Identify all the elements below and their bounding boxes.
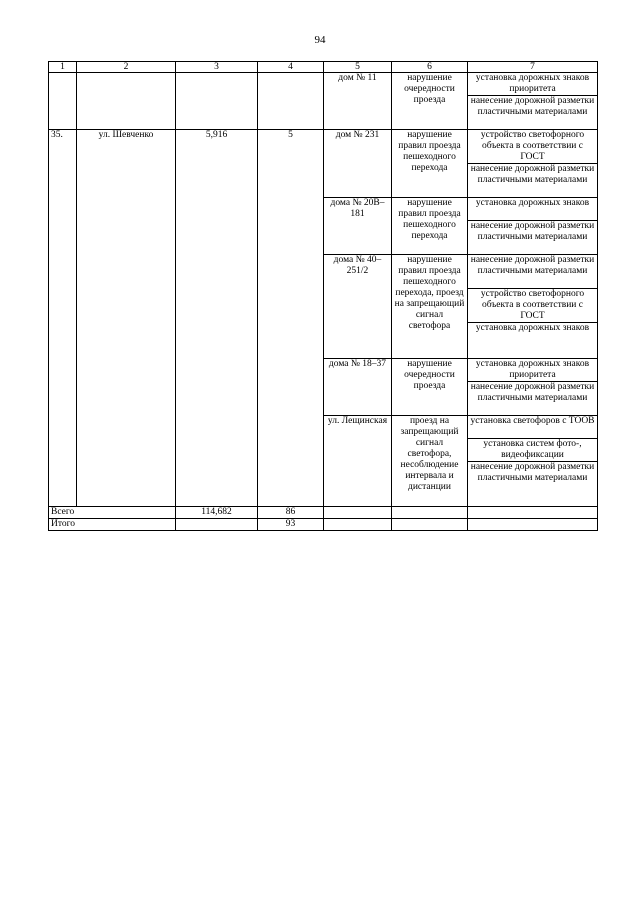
measure-cell: нанесение дорожной разметки пластичными материалами <box>468 221 598 255</box>
measure-cell: нанесение дорожной разметки пластичными материалами <box>468 96 598 130</box>
measure-cell: установка светофоров с ТООВ <box>468 416 598 439</box>
address-cell: дом № 231 <box>324 130 392 198</box>
measure-cell: устройство светофорного объекта в соответствии с ГОСТ <box>468 289 598 323</box>
road-sections-table <box>48 61 598 531</box>
violation-cell: нарушение правил проезда пешеходного перехода <box>392 198 468 255</box>
col-header: 1 <box>49 62 77 73</box>
measure-cell: устройство светофорного объекта в соответствии с ГОСТ <box>468 130 598 164</box>
measure-cell: установка дорожных знаков приоритета <box>468 73 598 96</box>
col-header: 7 <box>468 62 598 73</box>
grand-total-row <box>49 519 598 531</box>
table-row <box>49 130 598 164</box>
length-value: 5,916 <box>176 130 258 507</box>
address-cell: ул. Лещинская <box>324 416 392 507</box>
col-header: 2 <box>77 62 176 73</box>
address-cell: дома № 20В–181 <box>324 198 392 255</box>
total-length: 114,682 <box>176 507 258 519</box>
measure-cell: нанесение дорожной разметки пластичными материалами <box>468 382 598 416</box>
violation-cell: проезд на запрещающий сигнал светофора, несоблюдение интервала и дистанции <box>392 416 468 507</box>
grand-total-label: Итого <box>49 519 176 531</box>
violation-cell: нарушение очередности проезда <box>392 359 468 416</box>
total-row <box>49 507 598 519</box>
violation-cell: нарушение правил проезда пешеходного перехода <box>392 130 468 198</box>
col-header: 6 <box>392 62 468 73</box>
violation-cell: нарушение очередности проезда <box>392 73 468 130</box>
col-header: 4 <box>258 62 324 73</box>
page-number: 94 <box>314 34 326 46</box>
measure-cell: установка дорожных знаков <box>468 198 598 221</box>
grand-total-count: 93 <box>258 519 324 531</box>
col-header: 3 <box>176 62 258 73</box>
measure-cell: установка дорожных знаков приоритета <box>468 359 598 382</box>
measure-cell: нанесение дорожной разметки пластичными материалами <box>468 255 598 289</box>
total-count: 86 <box>258 507 324 519</box>
measure-cell: установка систем фото-, видеофиксации <box>468 439 598 462</box>
count-value: 5 <box>258 130 324 507</box>
col-header: 5 <box>324 62 392 73</box>
measure-cell: нанесение дорожной разметки пластичными материалами <box>468 462 598 507</box>
measure-cell: нанесение дорожной разметки пластичными материалами <box>468 164 598 198</box>
column-number-row <box>49 62 598 73</box>
measure-cell: установка дорожных знаков <box>468 323 598 359</box>
table-row <box>49 73 598 96</box>
violation-cell: нарушение правил проезда пешеходного перехода, проезд на запрещающий сигнал светофора <box>392 255 468 359</box>
address-cell: дома № 18–37 <box>324 359 392 416</box>
total-label: Всего <box>49 507 176 519</box>
street-name: ул. Шевченко <box>77 130 176 507</box>
entry-number: 35. <box>49 130 77 507</box>
address-cell: дома № 40–251/2 <box>324 255 392 359</box>
address-cell: дом № 11 <box>324 73 392 130</box>
